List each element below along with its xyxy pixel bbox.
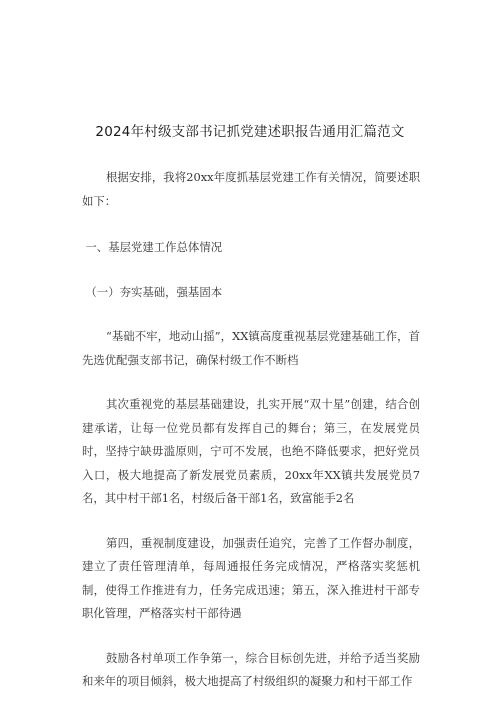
paragraph-encouragement: 鼓励各村单项工作争第一，综合目标创先进，并给予适当奖励和来年的项目倾斜，极大地提高了村级组织的凝聚力和村干部工作 bbox=[82, 650, 420, 688]
document-title: 2024年村级支部书记抓党建述职报告通用汇篇范文 bbox=[95, 124, 405, 140]
paragraph-foundation: “基础不牢，地动山摇”，XX镇高度重视基层党建基础工作，首先选优配强支部书记，确保村级工作不断档 bbox=[82, 329, 420, 367]
section-heading-1: 一、基层党建工作总体情况 bbox=[85, 240, 223, 254]
paragraph-second-third: 其次重视党的基层基础建设，扎实开展“双十星”创建，结合创建承诺，让每一位党员都有发挥自己的舞台；第三，在发展党员时，坚持宁缺毋滥原则，宁可不发展，也绝不降低要求，把好党员入口，极大地提高了新发展党员素质，20xx年XX镇共发展党员7名，其中村干部1名，村级后备干部1名，致富能手2名 bbox=[82, 397, 420, 505]
subsection-heading-1: （一）夯实基础，强基固本 bbox=[85, 284, 223, 299]
paragraph-fourth-fifth: 第四，重视制度建设，加强责任追究，完善了工作督办制度，建立了责任管理清单，每周通报任务完成情况，严格落实奖惩机制，使得工作推进有力，任务完成迅速；第五，深入推进村干部专职化管理，严格落实村干部待遇 bbox=[82, 535, 420, 620]
paragraph-intro: 根据安排，我将20xx年度抓基层党建工作有关情况，简要述职如下： bbox=[82, 170, 420, 208]
document-body bbox=[82, 166, 420, 694]
